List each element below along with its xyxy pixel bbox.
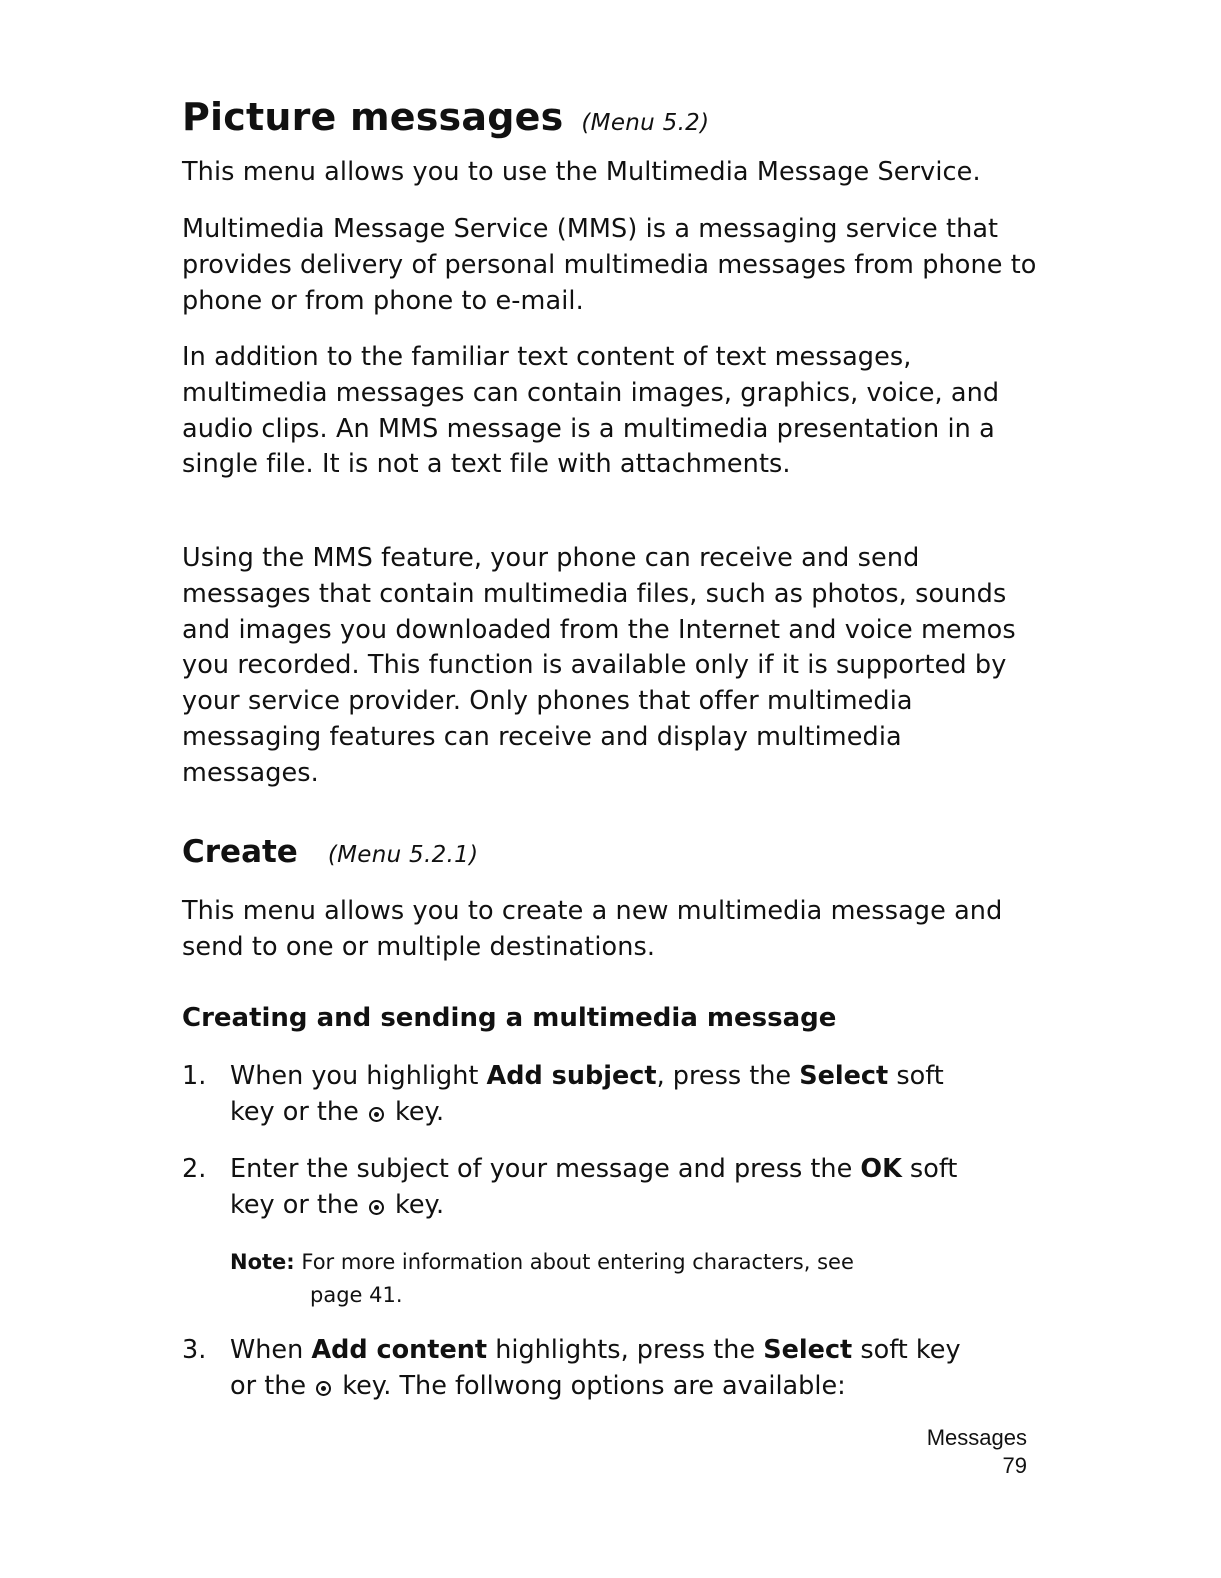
step-text-part: soft [901, 1154, 958, 1184]
step-bold-term: Select [763, 1335, 853, 1365]
paragraph-text: This menu allows you to use the Multimedia Message Service. [182, 157, 981, 187]
step-text-part: highlights, press the [487, 1335, 764, 1365]
step-text-part: soft [888, 1061, 944, 1091]
paragraph-3 [182, 340, 1042, 483]
step-text [230, 1059, 1042, 1131]
title-text: Picture messages [182, 95, 564, 139]
page-footer [927, 1424, 1027, 1480]
note-text: page 41. [310, 1283, 403, 1307]
step-text-part: , press the [656, 1061, 800, 1091]
step-1 [182, 1059, 1042, 1131]
step-text-part: soft key [852, 1335, 961, 1365]
note-line [230, 1279, 990, 1312]
step-text [230, 1152, 1042, 1224]
step-number: 3. [182, 1335, 207, 1365]
step-bold-term: Select [799, 1061, 889, 1091]
menu-reference: (Menu 5.2) [581, 110, 710, 136]
page-title [182, 94, 1042, 146]
navigation-key-icon [369, 1107, 384, 1122]
section-heading [182, 94, 1042, 146]
step-3 [182, 1333, 1042, 1405]
paragraph-1 [182, 155, 1042, 191]
subtitle-text: Create [182, 834, 298, 870]
step-text-part: key or the [230, 1096, 367, 1127]
step-bold-term: Add subject [486, 1061, 657, 1091]
step-bold-term: Add content [311, 1335, 488, 1365]
paragraph-2 [182, 212, 1042, 319]
page-number: 79 [1002, 1453, 1027, 1478]
step-text-part: Enter the subject of your message and press the [230, 1154, 861, 1184]
step-text-part: When you highlight [230, 1061, 487, 1091]
step-bold-term: OK [860, 1154, 902, 1184]
paragraph-4 [182, 541, 1042, 792]
procedure-title: Creating and sending a multimedia message [182, 1003, 837, 1033]
navigation-key-icon [369, 1200, 384, 1215]
step-text [230, 1333, 1042, 1405]
note [230, 1246, 990, 1312]
step-number: 1. [182, 1061, 207, 1091]
step-text-part: key. The follwong options are available: [334, 1370, 846, 1401]
paragraph-text: In addition to the familiar text content of text messages, multimedia messages can contain images, graphics, voice, and audio clips. An MMS message is a multimedia presentation in a single file. It is not a text file with attachments. [182, 342, 1000, 480]
procedure-heading [182, 1001, 1042, 1035]
step-text-part: or the [230, 1370, 315, 1401]
step-number: 2. [182, 1154, 207, 1184]
section-subtitle [182, 832, 1042, 875]
step-text-part: key. [386, 1189, 445, 1220]
paragraph-text: Multimedia Message Service (MMS) is a messaging service that provides delivery of personal multimedia messages from phone to phone or from phone to e-mail. [182, 214, 1037, 316]
paragraph-text: This menu allows you to create a new multimedia message and send to one or multiple destinations. [182, 896, 1003, 962]
paragraph-text: Using the MMS feature, your phone can receive and send messages that contain multimedia files, such as photos, sounds and images you downloaded from the Internet and voice memos you recorded. This function is available only if it is supported by your service provider. Only phones that offer multimedia messaging features can receive and display multimedia messages. [182, 543, 1016, 788]
note-line [230, 1246, 990, 1279]
note-label: Note: [230, 1250, 295, 1274]
note-text: For more information about entering characters, see [294, 1250, 854, 1274]
navigation-key-icon [316, 1381, 331, 1396]
footer-section: Messages [926, 1425, 1027, 1450]
create-intro [182, 894, 1042, 966]
step-2 [182, 1152, 1042, 1224]
step-text-part: key. [386, 1096, 445, 1127]
step-text-part: key or the [230, 1189, 367, 1220]
create-heading [182, 832, 1042, 875]
menu-reference: (Menu 5.2.1) [327, 842, 479, 868]
step-text-part: When [230, 1335, 312, 1365]
